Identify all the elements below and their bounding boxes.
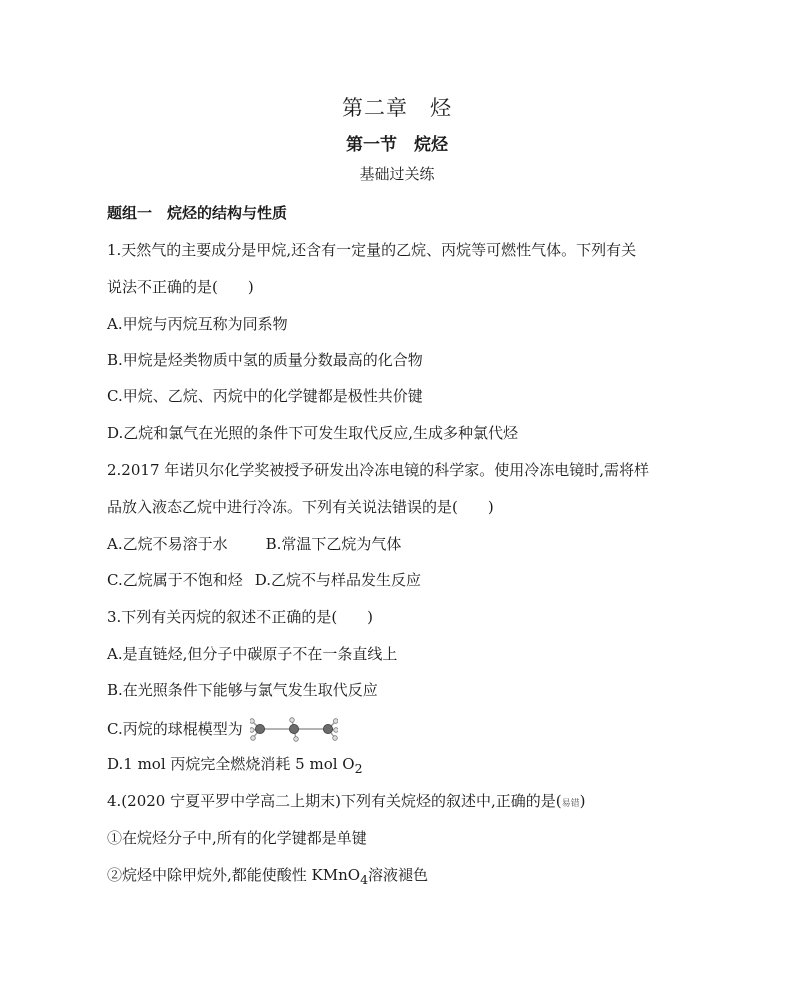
exercise-subtitle: 基础过关练 <box>359 165 435 183</box>
q2-option-b: B.常温下乙烷为气体 <box>265 535 402 553</box>
q3-option-c: C.丙烷的球棍模型为 <box>107 720 243 738</box>
q1-option-a: A.甲烷与丙烷互称为同系物 <box>107 315 288 333</box>
q4-stem: 4.(2020 宁夏平罗中学高二上期末)下列有关烷烃的叙述中,正确的是(易错) <box>107 792 586 810</box>
q2-option-d: D.乙烷不与样品发生反应 <box>254 571 421 589</box>
q2-stem-line2: 品放入液态乙烷中进行冷冻。下列有关说法错误的是( ) <box>107 498 494 516</box>
propane-ball-stick-model-icon <box>250 717 338 743</box>
q3-stem: 3.下列有关丙烷的叙述不正确的是( ) <box>107 608 374 626</box>
q1-stem-line1: 1.天然气的主要成分是甲烷,还含有一定量的乙烷、丙烷等可燃性气体。下列有关 <box>107 241 637 259</box>
q4-statement-2: ②烷烃中除甲烷外,都能使酸性 KMnO$_4$溶液褪色 <box>107 866 429 887</box>
q3-option-c-row <box>107 717 338 743</box>
group-title: 题组一 烷烃的结构与性质 <box>107 204 288 222</box>
q2-stem-line1: 2.2017 年诺贝尔化学奖被授予研发出冷冻电镜的科学家。使用冷冻电镜时,需将样 <box>107 461 650 479</box>
q2-option-a: A.乙烷不易溶于水 <box>107 535 228 553</box>
section-title: 第一节 烷烃 <box>346 135 448 155</box>
q1-stem-line2: 说法不正确的是( ) <box>107 278 254 296</box>
q3-option-b: B.在光照条件下能够与氯气发生取代反应 <box>107 681 378 699</box>
error-prone-tag: 易错 <box>561 799 580 809</box>
q1-option-d: D.乙烷和氯气在光照的条件下可发生取代反应,生成多种氯代烃 <box>107 424 519 442</box>
q1-option-c: C.甲烷、乙烷、丙烷中的化学键都是极性共价键 <box>107 387 423 405</box>
chapter-title: 第二章 烃 <box>342 96 452 120</box>
q2-options-ab <box>107 534 401 554</box>
q3-option-d: D.1 mol 丙烷完全燃烧消耗 5 mol $O_2$ <box>107 755 363 776</box>
q2-option-c: C.乙烷属于不饱和烃 <box>107 571 243 589</box>
q1-option-b: B.甲烷是烃类物质中氢的质量分数最高的化合物 <box>107 351 423 369</box>
q3-option-a: A.是直链烃,但分子中碳原子不在一条直线上 <box>107 645 398 663</box>
q2-options-cd <box>107 570 421 590</box>
q4-statement-1: ①在烷烃分子中,所有的化学键都是单键 <box>107 829 367 847</box>
